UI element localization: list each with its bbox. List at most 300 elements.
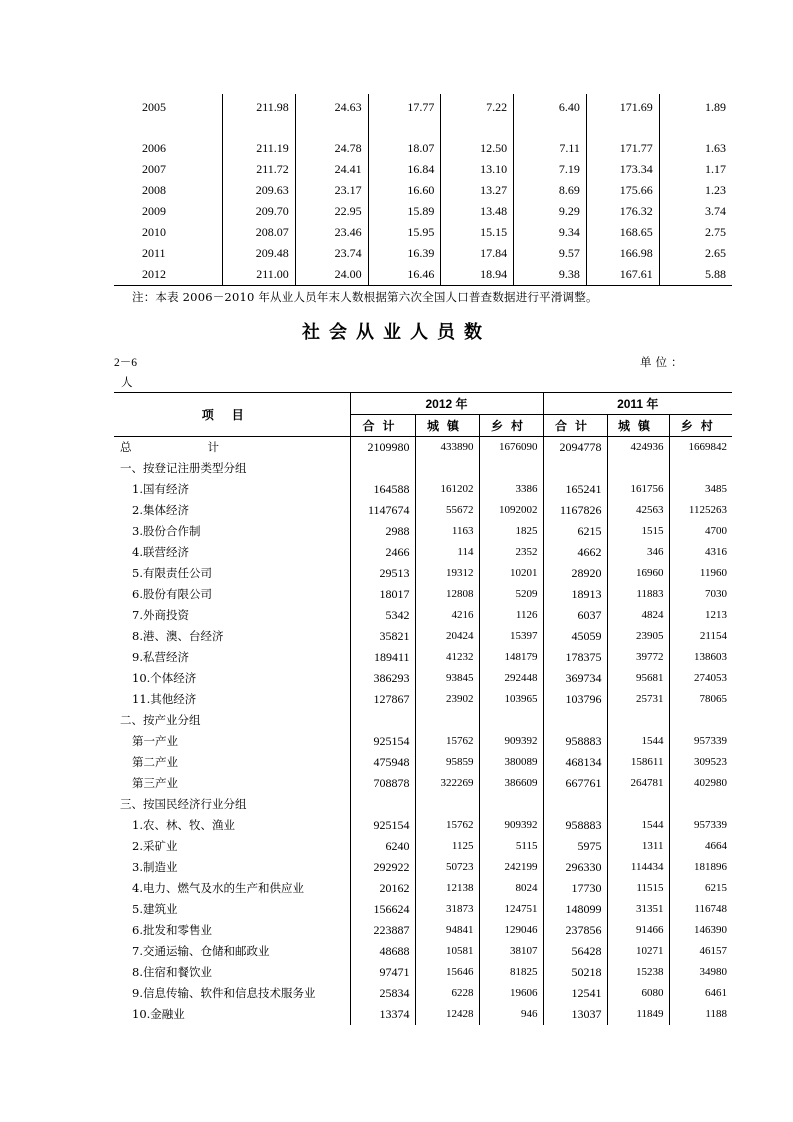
year-cell: 2012 — [114, 264, 223, 286]
value-cell: 209.70 — [223, 201, 296, 222]
value-cell: 211.98 — [223, 94, 296, 120]
value-cell: 958883 — [543, 815, 607, 836]
value-cell: 909392 — [479, 731, 543, 752]
value-cell: 346 — [607, 542, 669, 563]
value-cell: 1544 — [607, 731, 669, 752]
unit-value: 人 — [121, 375, 133, 389]
spacer-cell — [223, 120, 296, 138]
value-cell: 6215 — [543, 521, 607, 542]
value-cell: 46157 — [669, 941, 732, 962]
value-cell: 211.00 — [223, 264, 296, 286]
row-label: 6.股份有限公司 — [132, 587, 212, 601]
value-cell: 13.48 — [441, 201, 514, 222]
value-cell — [479, 710, 543, 731]
value-cell: 11883 — [607, 584, 669, 605]
value-cell: 15646 — [415, 962, 479, 983]
table-row — [114, 899, 732, 920]
year-cell: 2005 — [142, 100, 166, 114]
row-label: 7.交通运输、仓储和邮政业 — [132, 944, 270, 958]
employment-table-body — [114, 437, 732, 1026]
value-cell: 309523 — [669, 752, 732, 773]
value-cell — [607, 710, 669, 731]
table-row — [114, 752, 732, 773]
value-cell: 3485 — [669, 479, 732, 500]
value-cell: 148179 — [479, 647, 543, 668]
value-cell: 12541 — [543, 983, 607, 1004]
value-cell: 23905 — [607, 626, 669, 647]
value-cell: 38107 — [479, 941, 543, 962]
value-cell: 9.34 — [514, 222, 587, 243]
header-urban-2012: 城镇 — [415, 415, 479, 437]
value-cell — [415, 794, 479, 815]
value-cell: 50723 — [415, 857, 479, 878]
value-cell: 25731 — [607, 689, 669, 710]
value-cell: 103796 — [543, 689, 607, 710]
value-cell: 4316 — [669, 542, 732, 563]
value-cell: 16.39 — [368, 243, 441, 264]
value-cell: 15.95 — [368, 222, 441, 243]
previous-table-row — [114, 159, 732, 180]
value-cell — [669, 794, 732, 815]
value-cell: 17730 — [543, 878, 607, 899]
value-cell: 124751 — [479, 899, 543, 920]
value-cell: 13.27 — [441, 180, 514, 201]
value-cell: 667761 — [543, 773, 607, 794]
table-row — [114, 563, 732, 584]
value-cell: 45059 — [543, 626, 607, 647]
header-total-2012: 合计 — [350, 415, 415, 437]
spacer-cell — [114, 120, 223, 138]
previous-table-row — [114, 94, 732, 120]
value-cell: 168.65 — [586, 222, 659, 243]
row-label: 9.信息传输、软件和信息技术服务业 — [132, 986, 316, 1000]
value-cell: 176.32 — [586, 201, 659, 222]
previous-table — [114, 94, 732, 286]
value-cell: 4824 — [607, 605, 669, 626]
previous-table-body — [114, 94, 732, 286]
value-cell: 78065 — [669, 689, 732, 710]
table-row — [114, 542, 732, 563]
row-label: 10.金融业 — [132, 1007, 185, 1021]
header-rural-2011: 乡村 — [669, 415, 732, 437]
value-cell: 114 — [415, 542, 479, 563]
table-row — [114, 857, 732, 878]
spacer-cell — [586, 120, 659, 138]
value-cell: 18017 — [350, 584, 415, 605]
row-label: 第一产业 — [132, 734, 178, 748]
spacer-cell — [441, 120, 514, 138]
spacer-cell — [514, 120, 587, 138]
value-cell: 16.46 — [368, 264, 441, 286]
value-cell: 296330 — [543, 857, 607, 878]
previous-table-row — [114, 222, 732, 243]
unit-label: 单位： — [640, 355, 687, 369]
value-cell: 16.60 — [368, 180, 441, 201]
group-header-row — [114, 710, 732, 731]
value-cell: 13037 — [543, 1004, 607, 1025]
value-cell: 16960 — [607, 563, 669, 584]
value-cell: 274053 — [669, 668, 732, 689]
value-cell: 1.23 — [659, 180, 732, 201]
table-row — [114, 605, 732, 626]
row-label: 5.建筑业 — [132, 902, 178, 916]
row-label: 10.个体经济 — [132, 671, 197, 685]
row-label: 三、按国民经济行业分组 — [120, 797, 247, 811]
table-row — [114, 500, 732, 521]
group-header-row — [114, 458, 732, 479]
value-cell: 468134 — [543, 752, 607, 773]
value-cell: 181896 — [669, 857, 732, 878]
value-cell: 12.50 — [441, 138, 514, 159]
value-cell: 264781 — [607, 773, 669, 794]
value-cell: 31873 — [415, 899, 479, 920]
value-cell: 6215 — [669, 878, 732, 899]
row-label: 3.制造业 — [132, 860, 178, 874]
value-cell: 12428 — [415, 1004, 479, 1025]
value-cell: 402980 — [669, 773, 732, 794]
value-cell: 23.46 — [295, 222, 368, 243]
value-cell: 1311 — [607, 836, 669, 857]
value-cell: 11960 — [669, 563, 732, 584]
value-cell — [479, 794, 543, 815]
table-row — [114, 815, 732, 836]
value-cell: 24.63 — [295, 94, 368, 120]
value-cell: 31351 — [607, 899, 669, 920]
value-cell: 386609 — [479, 773, 543, 794]
value-cell: 211.19 — [223, 138, 296, 159]
value-cell: 20424 — [415, 626, 479, 647]
value-cell: 8.69 — [514, 180, 587, 201]
header-year-2012: 2012 年 — [350, 393, 543, 415]
value-cell: 23902 — [415, 689, 479, 710]
table-note: 注：本表 2006－2010 年从业人员年末人数根据第六次全国人口普查数据进行平滑调整。 — [132, 290, 598, 304]
total-label-part: 总 — [120, 440, 132, 454]
value-cell: 173.34 — [586, 159, 659, 180]
row-label: 第三产业 — [132, 776, 178, 790]
value-cell — [350, 710, 415, 731]
value-cell: 13.10 — [441, 159, 514, 180]
value-cell: 386293 — [350, 668, 415, 689]
value-cell: 208.07 — [223, 222, 296, 243]
value-cell: 9.29 — [514, 201, 587, 222]
value-cell: 2988 — [350, 521, 415, 542]
value-cell: 475948 — [350, 752, 415, 773]
value-cell: 2466 — [350, 542, 415, 563]
value-cell: 15762 — [415, 815, 479, 836]
row-label: 一、按登记注册类型分组 — [120, 461, 247, 475]
value-cell: 94841 — [415, 920, 479, 941]
total-label-part: 计 — [207, 440, 219, 454]
row-label: 2.采矿业 — [132, 839, 178, 853]
value-cell: 24.41 — [295, 159, 368, 180]
table-row — [114, 878, 732, 899]
value-cell: 103965 — [479, 689, 543, 710]
value-cell: 156624 — [350, 899, 415, 920]
value-cell: 380089 — [479, 752, 543, 773]
value-cell: 424936 — [607, 437, 669, 459]
value-cell: 15397 — [479, 626, 543, 647]
value-cell: 18913 — [543, 584, 607, 605]
year-cell: 2007 — [142, 162, 166, 176]
value-cell: 41232 — [415, 647, 479, 668]
value-cell: 21154 — [669, 626, 732, 647]
value-cell: 189411 — [350, 647, 415, 668]
value-cell: 148099 — [543, 899, 607, 920]
value-cell: 17.84 — [441, 243, 514, 264]
value-cell — [669, 710, 732, 731]
value-cell: 957339 — [669, 815, 732, 836]
value-cell: 7.22 — [441, 94, 514, 120]
value-cell: 12808 — [415, 584, 479, 605]
value-cell — [607, 458, 669, 479]
value-cell: 35821 — [350, 626, 415, 647]
table-row — [114, 668, 732, 689]
table-row — [114, 647, 732, 668]
year-cell: 2010 — [142, 225, 166, 239]
year-cell: 2006 — [142, 141, 166, 155]
value-cell: 957339 — [669, 731, 732, 752]
value-cell — [543, 458, 607, 479]
value-cell: 958883 — [543, 731, 607, 752]
value-cell: 1092002 — [479, 500, 543, 521]
value-cell: 161202 — [415, 479, 479, 500]
row-label: 第二产业 — [132, 755, 178, 769]
row-label — [114, 437, 350, 459]
value-cell: 18.94 — [441, 264, 514, 286]
value-cell: 1.89 — [659, 94, 732, 120]
table-row — [114, 689, 732, 710]
value-cell: 161756 — [607, 479, 669, 500]
value-cell: 6461 — [669, 983, 732, 1004]
value-cell: 17.77 — [368, 94, 441, 120]
table-row — [114, 983, 732, 1004]
employment-table — [114, 392, 732, 1025]
value-cell: 25834 — [350, 983, 415, 1004]
value-cell: 5209 — [479, 584, 543, 605]
value-cell: 209.48 — [223, 243, 296, 264]
year-cell: 2009 — [142, 204, 166, 218]
row-label: 11.其他经济 — [132, 692, 197, 706]
value-cell: 1163 — [415, 521, 479, 542]
value-cell: 116748 — [669, 899, 732, 920]
value-cell: 28920 — [543, 563, 607, 584]
header-item: 项目 — [114, 393, 350, 437]
table-row — [114, 941, 732, 962]
value-cell: 11515 — [607, 878, 669, 899]
value-cell: 171.69 — [586, 94, 659, 120]
spacer-row — [114, 120, 732, 138]
row-label: 6.批发和零售业 — [132, 923, 212, 937]
value-cell: 146390 — [669, 920, 732, 941]
value-cell: 15.15 — [441, 222, 514, 243]
value-cell: 138603 — [669, 647, 732, 668]
value-cell: 433890 — [415, 437, 479, 459]
page-title: 社会从业人员数 — [302, 322, 491, 343]
row-label: 9.私营经济 — [132, 650, 189, 664]
value-cell: 10271 — [607, 941, 669, 962]
value-cell: 1825 — [479, 521, 543, 542]
value-cell: 166.98 — [586, 243, 659, 264]
value-cell: 23.17 — [295, 180, 368, 201]
value-cell: 7.19 — [514, 159, 587, 180]
value-cell: 1125263 — [669, 500, 732, 521]
value-cell: 1126 — [479, 605, 543, 626]
value-cell: 6.40 — [514, 94, 587, 120]
value-cell: 167.61 — [586, 264, 659, 286]
row-label: 4.联营经济 — [132, 545, 189, 559]
value-cell: 292448 — [479, 668, 543, 689]
value-cell: 925154 — [350, 731, 415, 752]
value-cell: 946 — [479, 1004, 543, 1025]
value-cell — [415, 458, 479, 479]
table-row — [114, 962, 732, 983]
value-cell: 158611 — [607, 752, 669, 773]
value-cell: 22.95 — [295, 201, 368, 222]
value-cell: 34980 — [669, 962, 732, 983]
value-cell: 171.77 — [586, 138, 659, 159]
previous-table-row — [114, 180, 732, 201]
value-cell: 18.07 — [368, 138, 441, 159]
value-cell: 24.00 — [295, 264, 368, 286]
value-cell: 3386 — [479, 479, 543, 500]
value-cell: 6080 — [607, 983, 669, 1004]
value-cell: 322269 — [415, 773, 479, 794]
value-cell: 129046 — [479, 920, 543, 941]
value-cell: 7030 — [669, 584, 732, 605]
value-cell — [669, 458, 732, 479]
value-cell — [479, 458, 543, 479]
group-header-row — [114, 794, 732, 815]
table-row — [114, 479, 732, 500]
value-cell — [350, 458, 415, 479]
value-cell: 39772 — [607, 647, 669, 668]
year-cell: 2008 — [142, 183, 166, 197]
value-cell: 211.72 — [223, 159, 296, 180]
value-cell: 1.17 — [659, 159, 732, 180]
table-row — [114, 437, 732, 459]
value-cell: 12138 — [415, 878, 479, 899]
row-label: 1.农、林、牧、渔业 — [132, 818, 235, 832]
year-cell: 2011 — [142, 246, 166, 260]
value-cell: 29513 — [350, 563, 415, 584]
value-cell: 15762 — [415, 731, 479, 752]
value-cell: 55672 — [415, 500, 479, 521]
value-cell: 4700 — [669, 521, 732, 542]
value-cell: 6037 — [543, 605, 607, 626]
header-rural-2012: 乡村 — [479, 415, 543, 437]
value-cell: 19606 — [479, 983, 543, 1004]
header-urban-2011: 城镇 — [607, 415, 669, 437]
value-cell: 1.63 — [659, 138, 732, 159]
value-cell: 1147674 — [350, 500, 415, 521]
spacer-cell — [295, 120, 368, 138]
value-cell: 48688 — [350, 941, 415, 962]
value-cell: 2.65 — [659, 243, 732, 264]
value-cell: 5975 — [543, 836, 607, 857]
previous-table-row — [114, 243, 732, 264]
value-cell: 2094778 — [543, 437, 607, 459]
row-label: 2.集体经济 — [132, 503, 189, 517]
value-cell: 1125 — [415, 836, 479, 857]
row-label: 5.有限责任公司 — [132, 566, 212, 580]
previous-table-row — [114, 264, 732, 286]
value-cell: 9.57 — [514, 243, 587, 264]
value-cell: 20162 — [350, 878, 415, 899]
value-cell: 7.11 — [514, 138, 587, 159]
value-cell: 165241 — [543, 479, 607, 500]
value-cell: 3.74 — [659, 201, 732, 222]
value-cell: 19312 — [415, 563, 479, 584]
value-cell: 1167826 — [543, 500, 607, 521]
value-cell — [350, 794, 415, 815]
value-cell: 2352 — [479, 542, 543, 563]
value-cell: 4664 — [669, 836, 732, 857]
value-cell: 175.66 — [586, 180, 659, 201]
value-cell — [543, 710, 607, 731]
value-cell: 1544 — [607, 815, 669, 836]
value-cell: 95859 — [415, 752, 479, 773]
value-cell: 24.78 — [295, 138, 368, 159]
value-cell: 50218 — [543, 962, 607, 983]
value-cell: 10581 — [415, 941, 479, 962]
value-cell: 178375 — [543, 647, 607, 668]
table-row — [114, 1004, 732, 1025]
value-cell: 6228 — [415, 983, 479, 1004]
row-label: 7.外商投资 — [132, 608, 189, 622]
value-cell: 97471 — [350, 962, 415, 983]
table-row — [114, 836, 732, 857]
value-cell: 5.88 — [659, 264, 732, 286]
value-cell: 5115 — [479, 836, 543, 857]
value-cell: 164588 — [350, 479, 415, 500]
value-cell — [543, 794, 607, 815]
value-cell: 1188 — [669, 1004, 732, 1025]
value-cell: 8024 — [479, 878, 543, 899]
header-year-2011: 2011 年 — [543, 393, 732, 415]
value-cell: 6240 — [350, 836, 415, 857]
row-label: 4.电力、燃气及水的生产和供应业 — [132, 881, 304, 895]
value-cell: 56428 — [543, 941, 607, 962]
value-cell: 242199 — [479, 857, 543, 878]
row-label: 二、按产业分组 — [120, 713, 201, 727]
value-cell: 16.84 — [368, 159, 441, 180]
value-cell: 2.75 — [659, 222, 732, 243]
value-cell: 925154 — [350, 815, 415, 836]
value-cell: 5342 — [350, 605, 415, 626]
value-cell: 909392 — [479, 815, 543, 836]
value-cell: 369734 — [543, 668, 607, 689]
value-cell: 237856 — [543, 920, 607, 941]
value-cell: 95681 — [607, 668, 669, 689]
value-cell: 1669842 — [669, 437, 732, 459]
value-cell: 91466 — [607, 920, 669, 941]
value-cell: 42563 — [607, 500, 669, 521]
table-row — [114, 920, 732, 941]
value-cell: 2109980 — [350, 437, 415, 459]
value-cell: 93845 — [415, 668, 479, 689]
value-cell: 15238 — [607, 962, 669, 983]
value-cell: 23.74 — [295, 243, 368, 264]
spacer-cell — [659, 120, 732, 138]
row-label: 8.住宿和餐饮业 — [132, 965, 212, 979]
row-label: 1.国有经济 — [132, 482, 189, 496]
value-cell: 81825 — [479, 962, 543, 983]
value-cell: 10201 — [479, 563, 543, 584]
value-cell: 114434 — [607, 857, 669, 878]
header-total-2011: 合计 — [543, 415, 607, 437]
value-cell: 708878 — [350, 773, 415, 794]
spacer-cell — [368, 120, 441, 138]
